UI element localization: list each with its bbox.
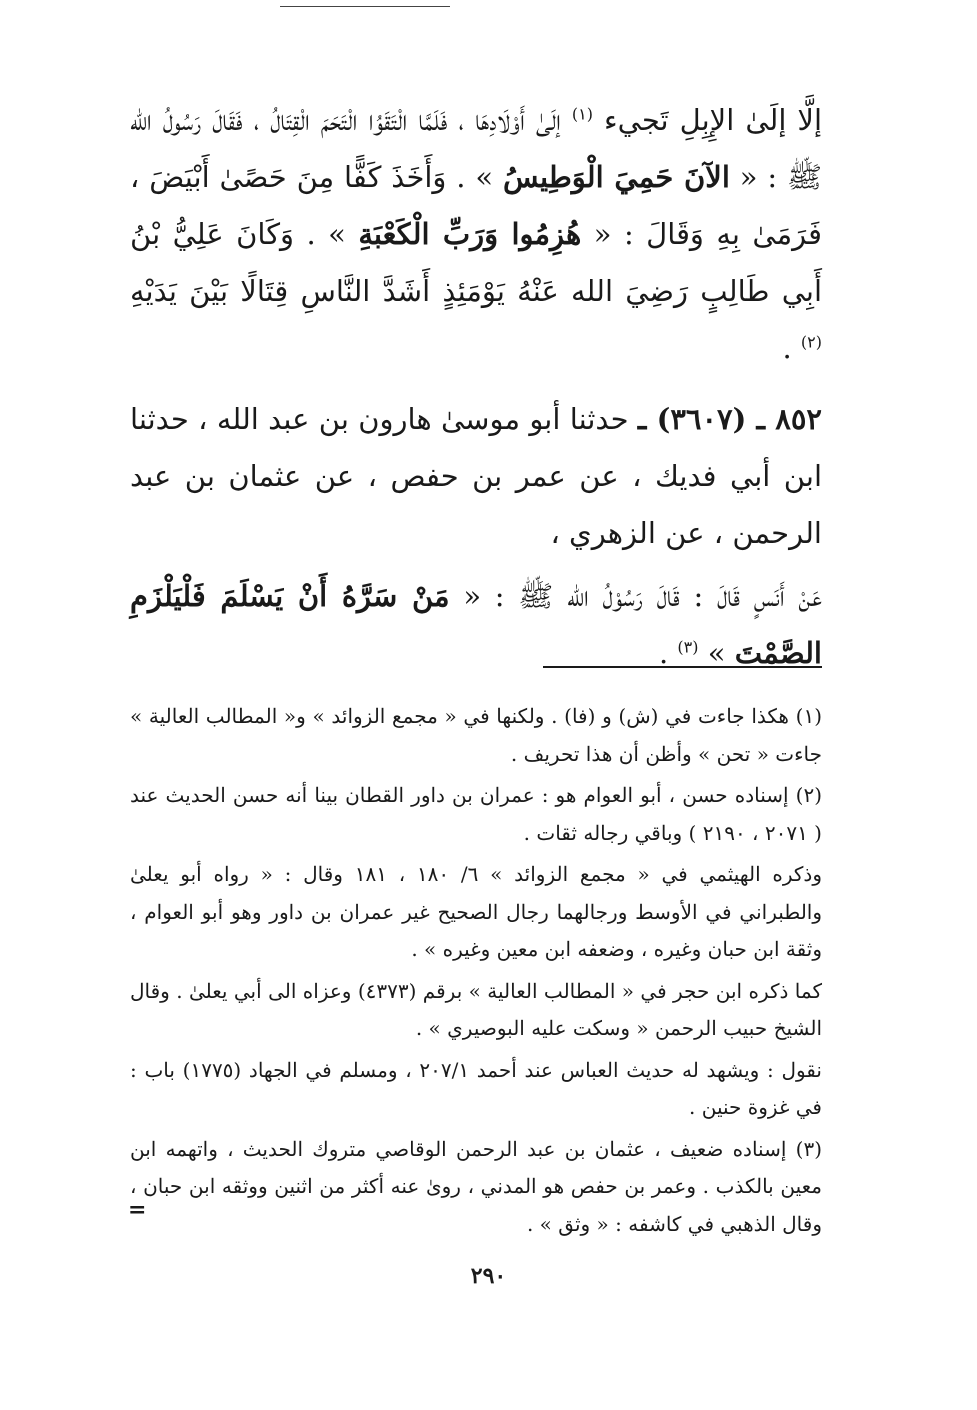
text-segment: » . وَأَخَذَ كَفًّا مِنَ	[296, 160, 494, 194]
continuation-mark: =	[128, 1197, 147, 1223]
main-text	[130, 92, 822, 682]
hadith-text-paragraph	[130, 568, 822, 682]
footnote-2-continued: وذكره الهيثمي في « مجمع الزوائد » ٦/ ١٨٠ ، ١٨١ وقال : « رواه أبو يعلىٰ والطبراني في الأوسط ورجالهما رجال الصحيح غير عمران بن داور وهو أبو العوام ، وثقة ابن حبان وغيره ، وضعفه ابن معين وغيره » .	[130, 862, 822, 961]
text-segment: » . وَكَانَ	[236, 217, 346, 251]
text-segment: »	[707, 636, 726, 670]
text-segment: .	[658, 636, 669, 670]
text-segment: .	[782, 331, 792, 365]
footnote-ref-3: (٣)	[677, 637, 699, 657]
footnote-2-continued: نقول : ويشهد له حديث العباس عند أحمد ٢٠٧/١ ، ومسلم في الجهاد (١٧٧٥) باب : في غزوة حنين .	[130, 1057, 822, 1119]
prophetic-quote: هُزِمُوا وَرَبِّ الْكَعْبَةِ	[358, 217, 582, 251]
text-segment: إلَىٰ أَوْلَادِهَا ، فَلَمَّا الْتَقَوُا الْتَحَمَ الْقِتَالُ ،	[253, 103, 561, 137]
footnote-divider	[543, 666, 822, 668]
text-segment: يَدَيْهِ	[130, 274, 177, 308]
footnote-2-continued: كما ذكره ابن حجر في « المطالب العالية » برقم (٤٣٧٣) وعزاه الى أبي يعلىٰ . وقال الشيخ حبيب الرحمن « وسكت عليه البوصيري » .	[130, 978, 822, 1040]
prophetic-quote: الآنَ حَمِيَ الْوَطِيسُ	[502, 160, 730, 194]
prophetic-quote: مَنْ سَرَّهُ أَنْ يَسْلَمَ فَلْيَلْزَمِ الصَّمْتَ	[130, 579, 822, 670]
footnote-ref-1: (١)	[571, 104, 593, 124]
text-segment: حَصًىٰ أَبْيَضَ ، فَرَمَىٰ بِهِ وَقَالَ : «	[130, 160, 822, 251]
hadith-number: ٨٥٢ ـ (٣٦٠٧) ـ	[637, 402, 822, 436]
isnad-text: حدثنا أبو موسىٰ هارون بن عبد الله ، حدثنا ابن أبي فديك ، عن عمر بن حفص ، عن عثمان بن عبد الرحمن ، عن الزهري ،	[130, 402, 822, 550]
text-segment: فَقَالَ رَسُولُ الله ﷺ : «	[130, 103, 823, 194]
hadith-continuation-paragraph	[130, 92, 822, 377]
footnote-3: (٣) إسناده ضعيف ، عثمان بن عبد الرحمن الوقاصي متروك الحديث ، واتهمه ابن معين بالكذب . وعمر بن حفص هو المدني ، روىٰ عنه أكثر من اثنين ووثقه ابن حبان ، وقال الذهبي في كاشفه : « وثق » .	[130, 1136, 822, 1236]
footnote-1: (١) هكذا جاءت في (ش) و (فا) . ولكنها في « مجمع الزوائد » و« المطالب العالية » جاءت « تحن » وأظن أن هذا تحريف .	[130, 704, 822, 766]
page-number: ٢٩٠	[470, 1263, 507, 1289]
footnotes	[130, 698, 822, 1243]
footnote-2: (٢) إسناده حسن ، أبو العوام هو : عمران بن داور القطان بينا أنه حسن الحديث عند ( ٢٠٧١ ، ٢١٩٠ ) وباقي رجاله ثقات .	[130, 783, 822, 845]
text-segment: إلَّا إلَىٰ الإِبِلِ تَجيء	[604, 103, 823, 137]
footnote-ref-2: (٢)	[800, 332, 822, 352]
text-segment: عَلِيُّ بْنُ أَبِي طَالِبٍ رَضِيَ الله عَنْهُ يَوْمَئِذٍ أَشَدَّ النَّاسِ قِتَالًا بَيْنَ	[130, 217, 823, 308]
text-segment: عَنْ أَنَسٍ قَالَ : قَالَ رَسُوْلُ الله ﷺ : «	[463, 579, 823, 613]
top-rule	[280, 6, 450, 7]
hadith-chain-paragraph	[130, 391, 822, 562]
